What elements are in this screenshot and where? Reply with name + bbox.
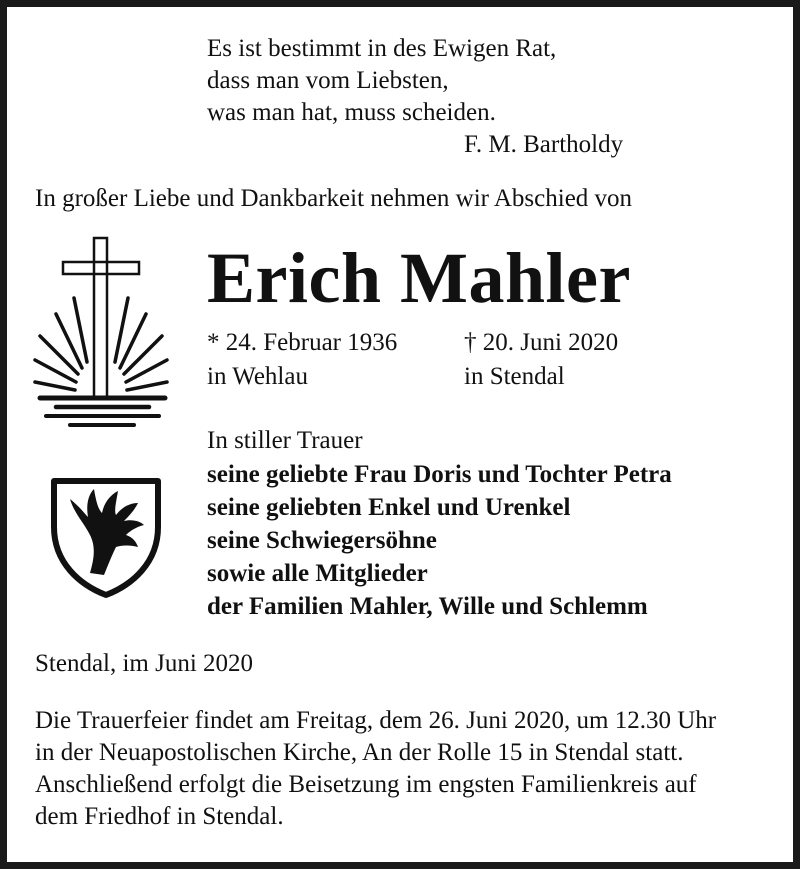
- funeral-line: dem Friedhof in Stendal.: [35, 803, 284, 830]
- death-place: in Stendal: [464, 363, 565, 390]
- place-date: Stendal, im Juni 2020: [35, 650, 254, 677]
- mourner-line: seine Schwiegersöhne: [207, 527, 437, 554]
- quote-line-3: was man hat, muss scheiden.: [207, 99, 496, 126]
- deceased-name: Erich Mahler: [207, 238, 631, 318]
- elk-antler-shield-icon: [50, 475, 162, 600]
- mourners-heading: In stiller Trauer: [207, 427, 363, 454]
- birth-place: in Wehlau: [207, 363, 308, 390]
- quote-line-1: Es ist bestimmt in des Ewigen Rat,: [207, 35, 557, 62]
- mourner-line: seine geliebten Enkel und Urenkel: [207, 494, 571, 521]
- mourner-line: der Familien Mahler, Wille und Schlemm: [207, 593, 648, 620]
- funeral-line: Die Trauerfeier findet am Freitag, dem 26. Juni 2020, um 12.30 Uhr: [35, 707, 717, 734]
- death-date: † 20. Juni 2020: [464, 329, 619, 356]
- birth-date: * 24. Februar 1936: [207, 329, 398, 356]
- cross-sunrise-icon: [30, 232, 175, 432]
- funeral-line: Anschließend erfolgt die Beisetzung im engsten Familienkreis auf: [35, 771, 697, 798]
- quote-author: F. M. Bartholdy: [464, 131, 624, 158]
- mourner-line: sowie alle Mitglieder: [207, 560, 428, 587]
- funeral-line: in der Neuapostolischen Kirche, An der Rolle 15 in Stendal statt.: [35, 739, 684, 766]
- quote-line-2: dass man vom Liebsten,: [207, 67, 449, 94]
- intro-text: In großer Liebe und Dankbarkeit nehmen wir Abschied von: [35, 185, 633, 212]
- mourner-line: seine geliebte Frau Doris und Tochter Petra: [207, 461, 672, 488]
